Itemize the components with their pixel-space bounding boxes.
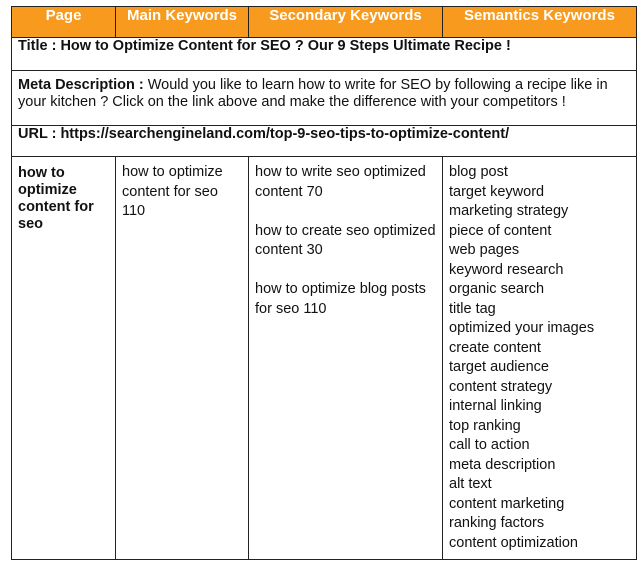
semantic-keyword: ranking factors (449, 515, 545, 531)
semantic-keyword: target keyword (449, 183, 545, 200)
semantic-keyword: blog post (449, 164, 508, 180)
secondary-keywords-cell (249, 157, 443, 560)
header-semantics-keywords: Semantics Keywords (443, 7, 637, 38)
semantic-keyword: internal linking (449, 398, 542, 414)
semantic-keyword: create content (449, 339, 541, 356)
url-row (12, 126, 637, 157)
title-label: Title : (18, 38, 61, 54)
semantic-keyword: meta description (449, 456, 556, 473)
secondary-keyword: how to write seo optimized content 70 (255, 164, 426, 200)
semantic-keyword: alt text (449, 476, 492, 492)
semantic-keyword: content marketing (449, 495, 565, 512)
semantic-keyword: piece of content (449, 222, 552, 239)
semantic-keyword: title tag (449, 300, 496, 317)
semantic-keyword: target audience (449, 359, 549, 375)
meta-description-row (12, 71, 637, 126)
secondary-keyword: how to optimize blog posts for seo 110 (255, 281, 426, 317)
url-cell (12, 126, 637, 157)
title-cell (12, 38, 637, 71)
page-cell: how to optimize content for seo (12, 157, 116, 560)
semantic-keyword: call to action (449, 437, 530, 453)
header-secondary-keywords: Secondary Keywords (249, 7, 443, 38)
semantic-keyword: content optimization (449, 534, 578, 551)
header-row (12, 7, 637, 38)
header-main-keywords: Main Keywords (116, 7, 249, 38)
secondary-keyword: how to create seo optimized content 30 (255, 222, 436, 258)
title-row (12, 38, 637, 71)
semantic-keyword: top ranking (449, 417, 521, 434)
semantic-keywords-cell (443, 157, 637, 560)
semantic-keyword: web pages (449, 242, 520, 258)
semantic-keyword: organic search (449, 281, 545, 297)
title-value: How to Optimize Content for SEO ? Our 9 Steps Ultimate Recipe ! (60, 38, 511, 54)
meta-description-value: Would you like to learn how to write for SEO by following a recipe like in your kitchen ? Click on the link above and make the difference with your competitors ! (18, 77, 608, 110)
url-value: https://searchengineland.com/top-9-seo-tips-to-optimize-content/ (60, 126, 510, 142)
semantic-keyword: optimized your images (449, 320, 595, 336)
semantic-keyword: keyword research (449, 261, 564, 278)
header-page: Page (12, 7, 116, 38)
meta-description-label: Meta Description : (18, 77, 148, 93)
url-label: URL : (18, 126, 61, 142)
semantic-keyword: content strategy (449, 378, 553, 395)
semantic-keyword: marketing strategy (449, 203, 569, 219)
meta-description-cell (12, 71, 637, 126)
main-keyword-cell: how to optimize content for seo 110 (116, 157, 249, 560)
keyword-row (12, 157, 637, 560)
seo-keyword-table (11, 6, 637, 560)
